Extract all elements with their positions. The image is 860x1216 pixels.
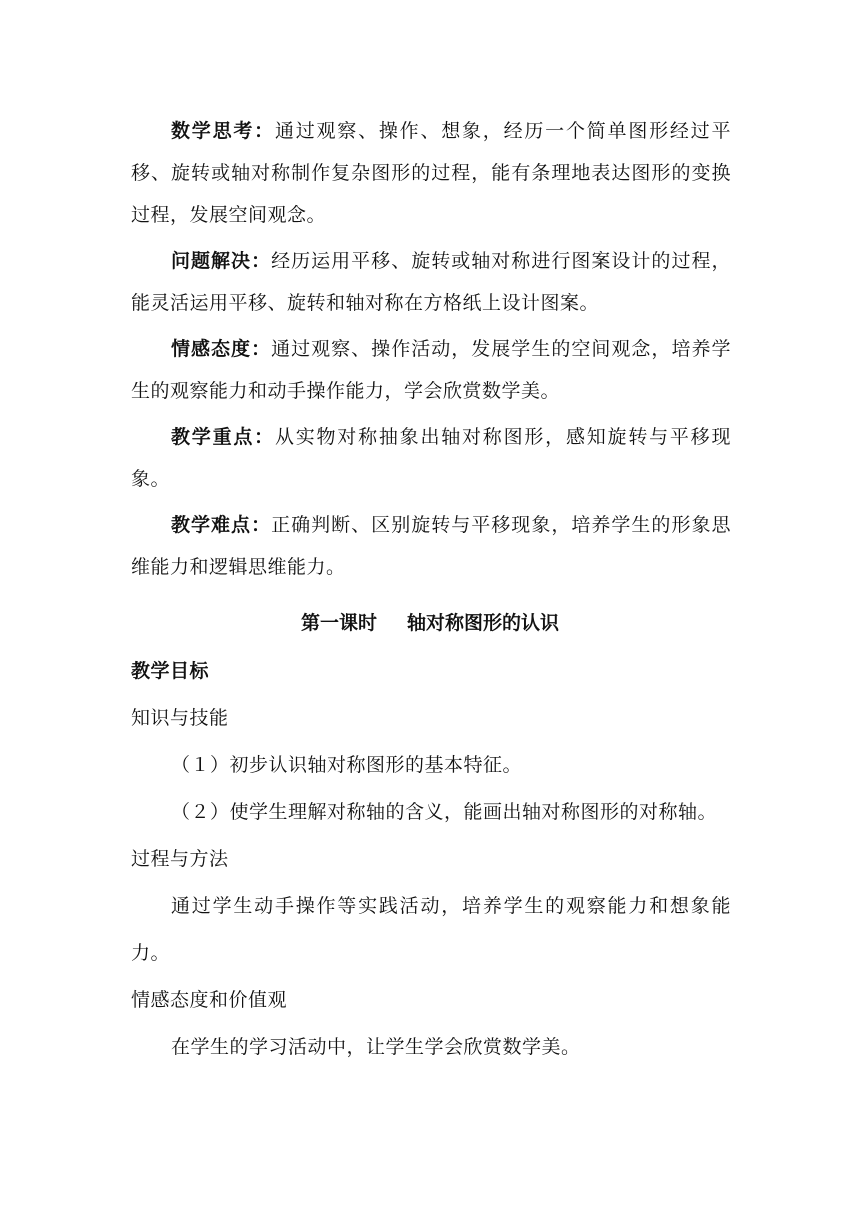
paragraph-text: 通过观察、操作、想象，经历一个简单图形经过平移、旋转或轴对称制作复杂图形的过程，能有条理地表达图形的变换过程，发展空间观念。 bbox=[131, 120, 731, 226]
paragraph-text: 正确判断、区别旋转与平移现象，培养学生的形象思维能力和逻辑思维能力。 bbox=[131, 514, 731, 578]
knowledge-item: （２）使学生理解对称轴的含义，能画出轴对称图形的对称轴。 bbox=[171, 801, 718, 823]
paragraph-label: 问题解决： bbox=[171, 250, 272, 272]
attitude-paragraph bbox=[131, 328, 731, 412]
emotion-text: 在学生的学习活动中，让学生学会欣赏数学美。 bbox=[171, 1036, 581, 1058]
key-points-paragraph bbox=[131, 416, 731, 500]
problem-solving-paragraph bbox=[131, 240, 731, 324]
paragraph-label: 情感态度： bbox=[171, 338, 272, 360]
difficulties-paragraph bbox=[131, 504, 731, 588]
objectives-heading: 教学目标 bbox=[131, 660, 210, 682]
process-heading: 过程与方法 bbox=[131, 848, 229, 870]
paragraph-label: 教学重点： bbox=[171, 426, 275, 448]
process-text: 通过学生动手操作等实践活动，培养学生的观察能力和想象能力。 bbox=[131, 895, 731, 964]
lesson-objectives bbox=[131, 648, 731, 1071]
lesson-number: 第一课时 bbox=[300, 612, 377, 634]
lesson-topic: 轴对称图形的认识 bbox=[407, 612, 560, 634]
lesson-title bbox=[0, 602, 860, 644]
goals-section bbox=[131, 110, 731, 588]
emotion-heading: 情感态度和价值观 bbox=[131, 989, 288, 1011]
paragraph-text: 从实物对称抽象出轴对称图形，感知旋转与平移现象。 bbox=[131, 426, 731, 490]
knowledge-item: （１）初步认识轴对称图形的基本特征。 bbox=[171, 754, 523, 776]
paragraph-text: 通过观察、操作活动，发展学生的空间观念，培养学生的观察能力和动手操作能力，学会欣赏数学美。 bbox=[131, 338, 731, 402]
paragraph-text: 经历运用平移、旋转或轴对称进行图案设计的过程，能灵活运用平移、旋转和轴对称在方格纸上设计图案。 bbox=[131, 250, 731, 314]
paragraph-label: 教学难点： bbox=[171, 514, 272, 536]
math-thinking-paragraph bbox=[131, 110, 731, 236]
knowledge-heading: 知识与技能 bbox=[131, 707, 229, 729]
paragraph-label: 数学思考： bbox=[171, 120, 275, 142]
